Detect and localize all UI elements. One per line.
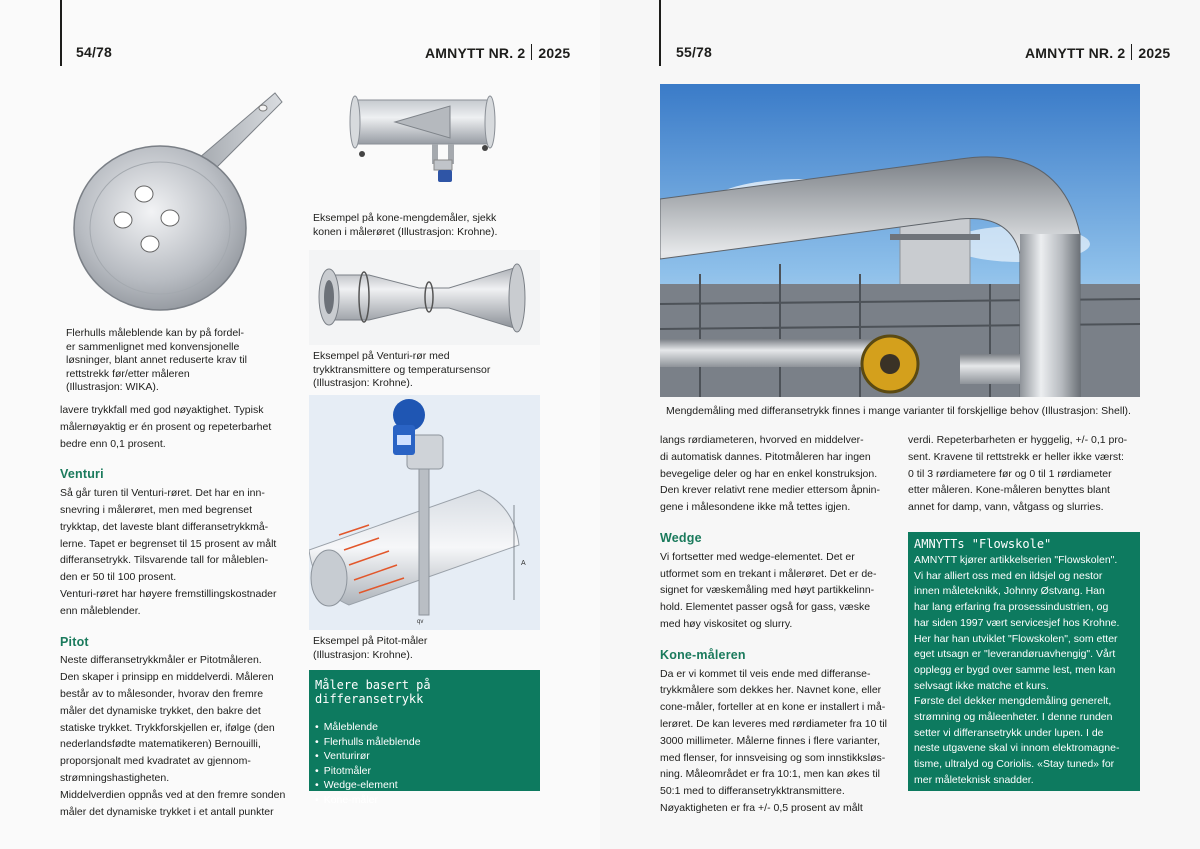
paragraph-venturi: Så går turen til Venturi-røret. Det har en inn- snevring i målerøret, men med begrenset trykktap, det laveste blant differansetrykkmå- lerne. Tapet er begrenset til 15 prosent av målt differansetrykk. Tilsvarende tall for måleblen- den er 50 til 100 prosent. Venturi-røret har høyere fremstillingskostnader enn måleblender.	[60, 487, 277, 617]
list-item: • Måleblende	[315, 720, 540, 735]
page-number: 54/78	[76, 44, 113, 60]
caption-refinery-photo: Mengdemåling med differansetrykk finnes i mange varianter til forskjellige behov (Illustrasjon: Shell).	[666, 405, 1131, 417]
list-item: • Flerhulls måleblende	[315, 735, 540, 750]
heading-wedge: Wedge	[660, 530, 702, 545]
list-item: • Pitotmåler	[315, 764, 540, 779]
heading-kone-maleren: Kone-måleren	[660, 647, 746, 662]
meter-types-box-title: Målere basert på differansetrykk	[315, 678, 431, 706]
refinery-photo	[660, 84, 1140, 397]
cone-meter-image	[340, 88, 500, 188]
magazine-name: AMNYTT NR. 2	[425, 45, 526, 61]
pitot-label-a: A	[521, 560, 526, 567]
meter-types-list	[315, 720, 540, 807]
page-rule	[60, 0, 62, 66]
paragraph-intro: lavere trykkfall med god nøyaktighet. Typisk målernøyaktig er én prosent og repeterbarhet bedre enn 0,1 prosent.	[60, 404, 272, 450]
pitot-label-qv: qv	[417, 619, 424, 625]
magazine-header	[425, 44, 570, 61]
caption-cone-meter: Eksempel på kone-mengdemåler, sjekk konen i målerøret (Illustrasjon: Krohne).	[313, 212, 498, 238]
caption-pitot: Eksempel på Pitot-måler (Illustrasjon: Krohne).	[313, 635, 428, 661]
right-column-1-text	[660, 432, 900, 817]
paragraph-kone-continued: verdi. Repeterbarheten er hyggelig, +/- 0,1 pro- sent. Kravene til rettstrekk er heller ikke værst: 0 til 3 rørdiametere før og 0 til 1 rørdiameter etter måleren. Kone-måleren benyttes blant annet for damp, vann, våtgass og slurries.	[908, 434, 1128, 514]
magazine-header	[1025, 44, 1170, 61]
caption-orifice-plate: Flerhulls måleblende kan by på fordel- er sammenlignet med konvensjonelle løsninger, blant annet reduserte krav til rettstrekk før/etter måleren (Illustrasjon: WIKA).	[66, 327, 247, 393]
paragraph-wedge: Vi fortsetter med wedge-elementet. Det er utformet som en trekant i målerøret. Det er de- signet for væskemåling med høyt partikkelinn- hold. Elementet passer også for gass, væske med høy viskositet og slurry.	[660, 550, 877, 630]
right-column-2-text	[908, 432, 1143, 516]
page-number: 55/78	[676, 44, 713, 60]
caption-venturi: Eksempel på Venturi-rør med trykktransmittere og temperatursensor (Illustrasjon: Krohne).	[313, 350, 491, 389]
right-page	[600, 0, 1200, 849]
flowskole-box	[908, 532, 1140, 791]
page-rule	[659, 0, 661, 66]
pitot-meter-image	[309, 395, 540, 630]
magazine-year: 2025	[1138, 45, 1171, 61]
paragraph-pitot: Neste differansetrykkmåler er Pitotmåleren. Den skaper i prinsipp en middelverdi. Måleren består av to målesonder, hvorav den fremre måler det dynamiske trykket, den bakre det statiske trykket. Trykkforskjellen er, ifølge (den nederlandsfødte matematikeren) Bernouilli, proporsjonalt med kvadratet av gjennom- strømningshastigheten. Middelverdien oppnås ved at den fremre sonden måler det dynamiske trykket i et antall punkter	[60, 654, 286, 818]
venturi-tube-image	[309, 250, 540, 345]
list-item: • Wedge-element	[315, 778, 540, 793]
heading-venturi: Venturi	[60, 467, 104, 482]
list-item: • Kone-måler	[315, 793, 540, 808]
orifice-plate-image	[60, 88, 300, 320]
flowskole-box-title: AMNYTTs "Flowskole"	[914, 537, 1052, 551]
list-item: • Venturirør	[315, 749, 540, 764]
paragraph-pitot-continued: langs rørdiameteren, hvorved en middelver- di automatisk dannes. Pitotmåleren har ingen bevegelige deler og har en enkel konstruksjon. Den krever relativt rene medier ettersom åpnin- gene i målesondene ikke må tettes igjen.	[660, 434, 881, 514]
paragraph-kone-maleren: Da er vi kommet til veis ende med differanse- trykkmålere som dekkes her. Navnet kone, eller cone-måler, forteller at en kone er installert i må- lerøret. De kan leveres med rørdiameter fra 10 til 3000 millimeter. Målerne finnes i flere varianter, med flenser, for innsveising og som innstikksløs- ning. Måleområdet er fra 10:1, men kan økes til 50:1 med to differansetrykktransmittere. Nøyaktigheten er fra +/- 0,5 prosent av målt	[660, 667, 887, 814]
magazine-year: 2025	[538, 45, 571, 61]
magazine-name: AMNYTT NR. 2	[1025, 45, 1126, 61]
left-column-text	[60, 402, 300, 820]
meter-types-box	[309, 670, 540, 806]
flowskole-box-text: AMNYTT kjører artikkelserien "Flowskolen". Vi har alliert oss med en ildsjel og nestor innen måleteknikk, Johnny Østvang. Han har lang erfaring fra prosessindustrien, og har siden 1997 vært servicesjef hos Krohne. Her har han utviklet "Flowskolen", som etter eget utsagn er "leverandøruavhengig". Vårt opplegg er bygd over samme lest, men kan selvsagt ikke matche et kurs. Første del dekker mengdemåling generelt, strømning og måleenheter. I denne runden setter vi differansetrykk under lupen. I de neste utgavene skal vi innom elektromagne- tisme, ultralyd og Coriolis. «Stay tuned» for mer måleteknisk snadder.	[914, 554, 1120, 786]
heading-pitot: Pitot	[60, 634, 89, 649]
